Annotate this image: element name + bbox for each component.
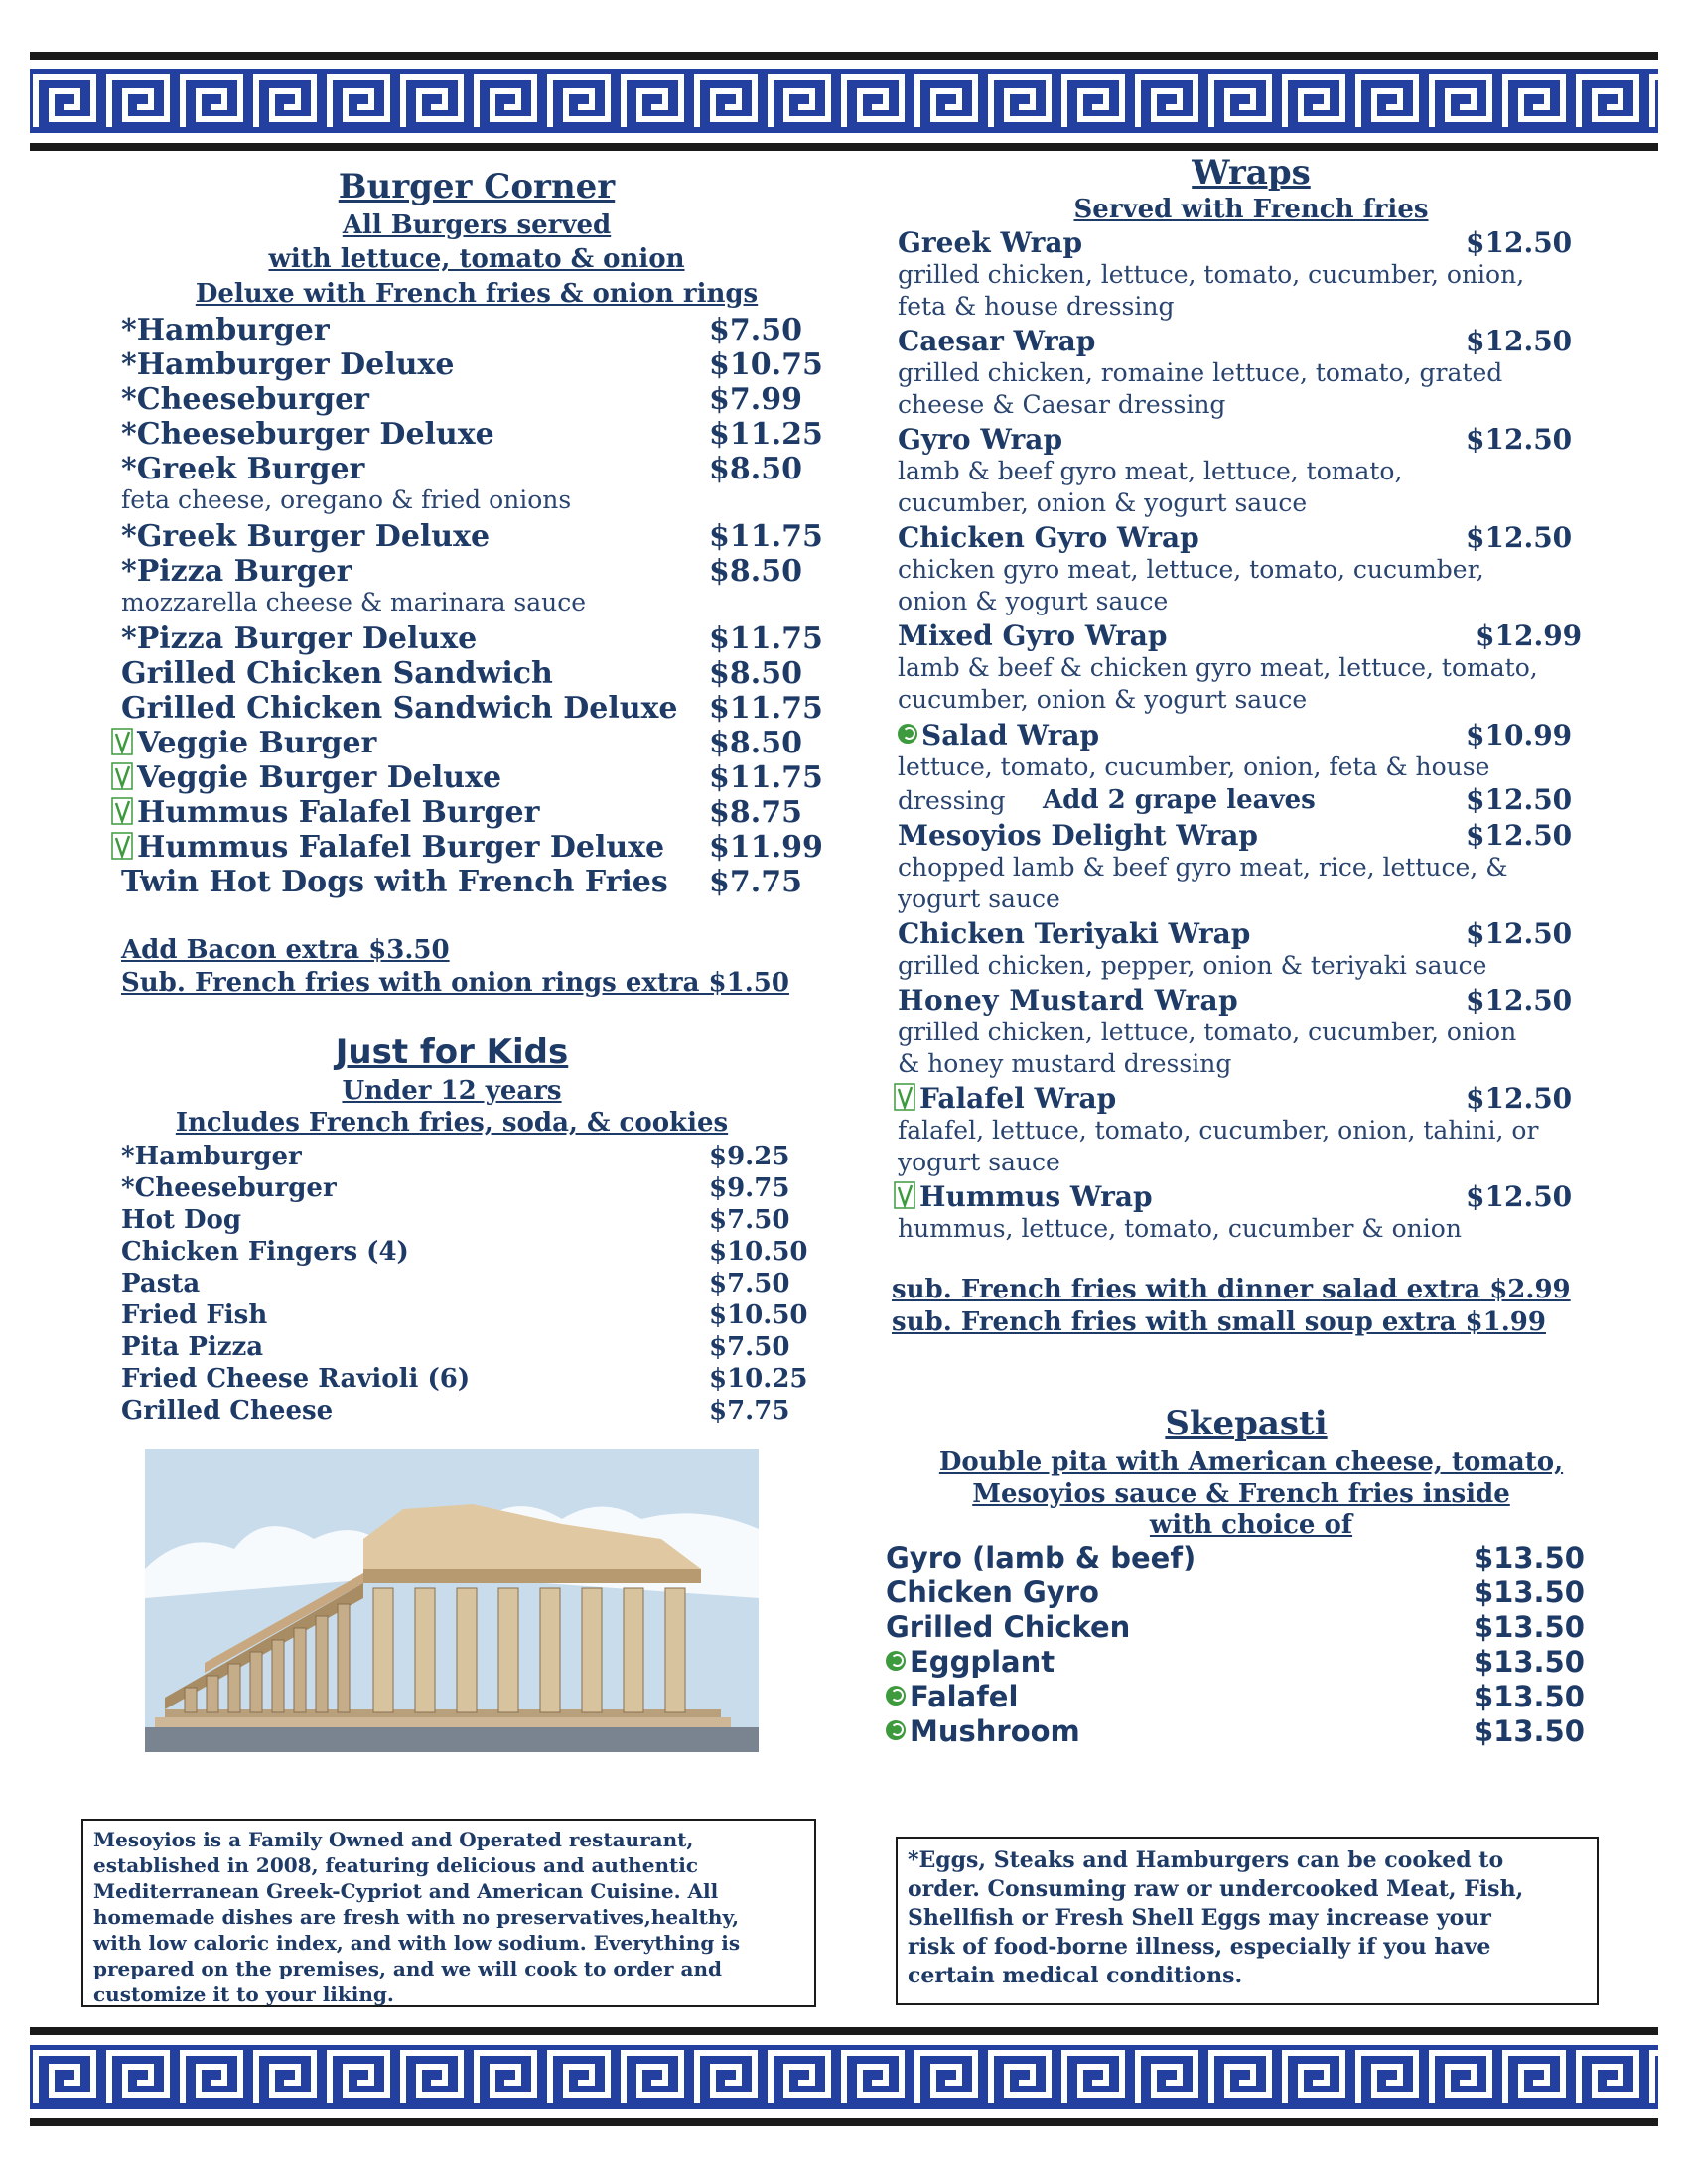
burger-sub-2: with lettuce, tomato & onion [268,244,685,274]
about-line: Mediterranean Greek-Cypriot and American Cuisine. All [93,1879,719,1903]
item-name: Hot Dog [121,1205,242,1235]
parthenon-illustration [145,1449,759,1752]
item-description: feta cheese, oregano & fried onions [121,485,572,514]
item-description: grilled chicken, romaine lettuce, tomato, grated [898,358,1503,387]
grape-leaves-addon: Add 2 grape leaves [1043,785,1316,815]
item-description: lettuce, tomato, cucumber, onion, feta & house [898,752,1490,781]
menu-item [121,347,836,381]
item-name: Hummus Wrap [919,1180,1153,1213]
skepasti-sub-3: with choice of [1149,1510,1353,1540]
item-price: $7.50 [709,1205,790,1235]
item-name: *Pizza Burger Deluxe [121,621,478,656]
item-name: Greek Wrap [898,226,1083,259]
item-price: $12.50 [1466,917,1573,950]
menu-item [121,1237,836,1269]
item-price: $8.50 [709,554,802,589]
item-price: $10.99 [1466,719,1573,751]
kids-sub-1: Under 12 years [342,1076,562,1106]
item-name: Grilled Cheese [121,1396,334,1426]
item-price: $12.50 [1466,521,1573,554]
item-price: $12.50 [1466,819,1573,852]
item-name: Mixed Gyro Wrap [898,619,1168,652]
skepasti-sub-1: Double pita with American cheese, tomato, [938,1447,1564,1477]
item-description: feta & house dressing [898,292,1175,321]
about-line: established in 2008, featuring delicious and authentic [93,1853,699,1877]
item-name: Eggplant [910,1645,1055,1679]
bacon-note: Add Bacon extra $3.50 [121,935,450,965]
menu-item [886,1610,1601,1644]
item-name: *Hamburger [121,1142,302,1171]
item-name: *Hamburger Deluxe [121,347,455,382]
item-price: $10.50 [709,1237,808,1267]
item-name: Hummus Falafel Burger [137,795,540,830]
greek-key-pattern [30,69,1658,133]
menu-item [121,452,836,485]
item-description: grilled chicken, pepper, onion & teriyaki sauce [898,951,1487,980]
menu-item [111,726,836,759]
menu-item [121,1173,836,1205]
item-name: *Cheeseburger Deluxe [121,417,494,452]
item-price: $12.50 [1466,984,1573,1017]
item-name: Grilled Chicken Sandwich Deluxe [121,691,678,726]
menu-item [886,1714,1601,1748]
wraps-title: Wraps [1192,153,1311,193]
item-name: *Cheeseburger [121,382,369,417]
item-name: Veggie Burger Deluxe [137,760,502,795]
menu-item [121,554,836,588]
burger-sub-1: All Burgers served [342,210,612,240]
about-restaurant-box [81,1819,816,2007]
item-price: $12.50 [1466,1082,1573,1115]
item-name: Caesar Wrap [898,325,1096,357]
menu-item [121,865,836,898]
menu-item [111,830,836,864]
item-name: Falafel Wrap [919,1082,1117,1115]
addon-price: $12.50 [1466,783,1573,816]
item-price: $7.75 [709,865,802,899]
skepasti-sub-2: Mesoyios sauce & French fries inside [972,1479,1510,1509]
item-description: lamb & beef gyro meat, lettuce, tomato, [898,457,1403,485]
menu-item [121,519,836,553]
item-name: Falafel [910,1680,1019,1713]
about-line: prepared on the premises, and we will cook to order and [93,1957,722,1980]
item-price: $13.50 [1474,1610,1585,1644]
item-name: Honey Mustard Wrap [898,984,1239,1017]
vegan-icon [886,1651,906,1671]
menu-item [121,1396,836,1428]
item-description: chicken gyro meat, lettuce, tomato, cucumber, [898,555,1484,584]
menu-item [121,313,836,346]
item-description: hummus, lettuce, tomato, cucumber & onion [898,1214,1462,1243]
menu-item [121,621,836,655]
item-price: $11.25 [709,417,823,452]
item-price: $10.50 [709,1300,808,1330]
vegetarian-leaf-icon [111,762,133,790]
burger-sub-3: Deluxe with French fries & onion rings [195,279,759,309]
item-description: lamb & beef & chicken gyro meat, lettuce, tomato, [898,653,1538,682]
burger-corner-title: Burger Corner [338,167,616,206]
item-name: Pita Pizza [121,1332,264,1362]
menu-item [121,1300,836,1332]
item-name: Hummus Falafel Burger Deluxe [137,830,665,865]
menu-item [898,226,1613,260]
skepasti-title: Skepasti [1165,1404,1328,1443]
item-description: onion & yogurt sauce [898,587,1169,615]
item-name: Pasta [121,1269,201,1298]
item-name: Grilled Chicken [886,1610,1131,1644]
about-line: with low caloric index, and with low sodium. Everything is [93,1931,741,1955]
top-greek-key-border [30,52,1658,151]
warning-line: Shellfish or Fresh Shell Eggs may increase your [908,1905,1491,1931]
item-price: $13.50 [1474,1645,1585,1679]
menu-item [111,795,836,829]
item-price: $8.50 [709,656,802,691]
item-price: $7.50 [709,313,802,347]
item-price: $11.99 [709,830,823,865]
item-price: $9.75 [709,1173,790,1203]
item-price: $11.75 [709,621,823,656]
menu-item [894,1180,1613,1214]
item-price: $8.50 [709,726,802,760]
item-name: Chicken Fingers (4) [121,1237,409,1267]
vegan-icon [886,1686,906,1706]
item-price: $8.50 [709,452,802,486]
item-price: $12.99 [1476,619,1583,652]
menu-item [121,691,836,725]
item-price: $11.75 [709,760,823,795]
item-name: Salad Wrap [921,719,1100,751]
item-price: $10.75 [709,347,823,382]
item-price: $12.50 [1466,325,1573,357]
menu-item [898,619,1613,653]
item-price: $13.50 [1474,1680,1585,1713]
item-price: $9.25 [709,1142,790,1171]
menu-item [886,1541,1601,1574]
item-description: grilled chicken, lettuce, tomato, cucumber, onion [898,1018,1517,1046]
food-safety-warning-box [896,1837,1599,2005]
item-name: Chicken Teriyaki Wrap [898,917,1251,950]
kids-title: Just for Kids [335,1032,569,1072]
vegetarian-leaf-icon [894,1083,915,1111]
warning-line: order. Consuming raw or undercooked Meat, Fish, [908,1876,1524,1902]
item-name: *Greek Burger Deluxe [121,519,491,554]
menu-item [886,1575,1601,1609]
item-name: Grilled Chicken Sandwich [121,656,553,691]
item-description: & honey mustard dressing [898,1049,1232,1078]
item-name: Twin Hot Dogs with French Fries [121,865,668,899]
item-name: *Pizza Burger [121,554,352,589]
item-price: $10.25 [709,1364,808,1394]
item-name: Gyro (lamb & beef) [886,1541,1196,1574]
item-description: chopped lamb & beef gyro meat, rice, lettuce, & [898,853,1508,882]
item-name: Chicken Gyro Wrap [898,521,1199,554]
item-price: $7.50 [709,1332,790,1362]
menu-item [898,325,1613,358]
menu-item [898,719,1613,752]
vegetarian-leaf-icon [111,728,133,755]
item-price: $8.75 [709,795,802,830]
menu-item [111,760,836,794]
item-name: Veggie Burger [137,726,377,760]
vegetarian-leaf-icon [111,797,133,825]
menu-item [886,1680,1601,1713]
vegetarian-leaf-icon [111,832,133,860]
menu-item [121,656,836,690]
vegan-icon [886,1720,906,1740]
menu-item [898,423,1613,457]
about-line: customize it to your liking. [93,1982,394,2006]
item-price: $12.50 [1466,423,1573,456]
item-price: $13.50 [1474,1541,1585,1574]
item-price: $11.75 [709,519,823,554]
bottom-greek-key-border [30,2027,1658,2126]
about-line: Mesoyios is a Family Owned and Operated restaurant, [93,1828,694,1851]
item-name: Mushroom [910,1714,1080,1748]
about-line: homemade dishes are fresh with no preservatives,healthy, [93,1905,740,1929]
item-name: Mesoyios Delight Wrap [898,819,1258,852]
item-name: Chicken Gyro [886,1575,1099,1609]
warning-line: risk of food-borne illness, especially if you have [908,1934,1491,1960]
item-price: $12.50 [1466,1180,1573,1213]
item-description: cucumber, onion & yogurt sauce [898,488,1308,517]
item-description: falafel, lettuce, tomato, cucumber, onion, tahini, or [898,1116,1539,1145]
small-soup-note: sub. French fries with small soup extra $1.99 [892,1307,1546,1337]
menu-item [121,1332,836,1364]
menu-item [898,917,1613,951]
wraps-sub: Served with French fries [1073,195,1429,224]
menu-item [898,819,1613,853]
item-price: $7.50 [709,1269,790,1298]
menu-item [898,521,1613,555]
menu-item [121,417,836,451]
item-description: grilled chicken, lettuce, tomato, cucumber, onion, [898,260,1525,289]
item-description: dressing [898,786,1006,815]
item-description: cheese & Caesar dressing [898,390,1226,419]
kids-sub-2: Includes French fries, soda, & cookies [175,1108,729,1138]
greek-key-pattern [30,2045,1658,2109]
vegetarian-leaf-icon [894,1181,915,1209]
item-price: $13.50 [1474,1714,1585,1748]
item-price: $7.99 [709,382,802,417]
menu-item [886,1645,1601,1679]
menu-item [898,984,1613,1018]
item-name: *Hamburger [121,313,330,347]
dinner-salad-note: sub. French fries with dinner salad extra $2.99 [892,1275,1571,1304]
menu-item [121,1142,836,1173]
warning-line: certain medical conditions. [908,1963,1243,1988]
item-price: $11.75 [709,691,823,726]
item-description: mozzarella cheese & marinara sauce [121,588,587,616]
menu-item [121,1364,836,1396]
item-name: Gyro Wrap [898,423,1063,456]
menu-item [121,1205,836,1237]
menu-item [121,382,836,416]
item-description: yogurt sauce [898,885,1060,913]
item-description: yogurt sauce [898,1148,1060,1176]
vegan-icon [898,724,917,744]
item-description: cucumber, onion & yogurt sauce [898,685,1308,714]
item-price: $7.75 [709,1396,790,1426]
menu-item [121,1269,836,1300]
menu-item [894,1082,1613,1116]
item-name: Fried Cheese Ravioli (6) [121,1364,471,1394]
item-name: *Greek Burger [121,452,365,486]
warning-line: *Eggs, Steaks and Hamburgers can be cooked to [908,1847,1504,1873]
item-name: *Cheeseburger [121,1173,337,1203]
item-price: $13.50 [1474,1575,1585,1609]
item-name: Fried Fish [121,1300,268,1330]
onion-rings-note: Sub. French fries with onion rings extra $1.50 [121,968,789,998]
item-price: $12.50 [1466,226,1573,259]
